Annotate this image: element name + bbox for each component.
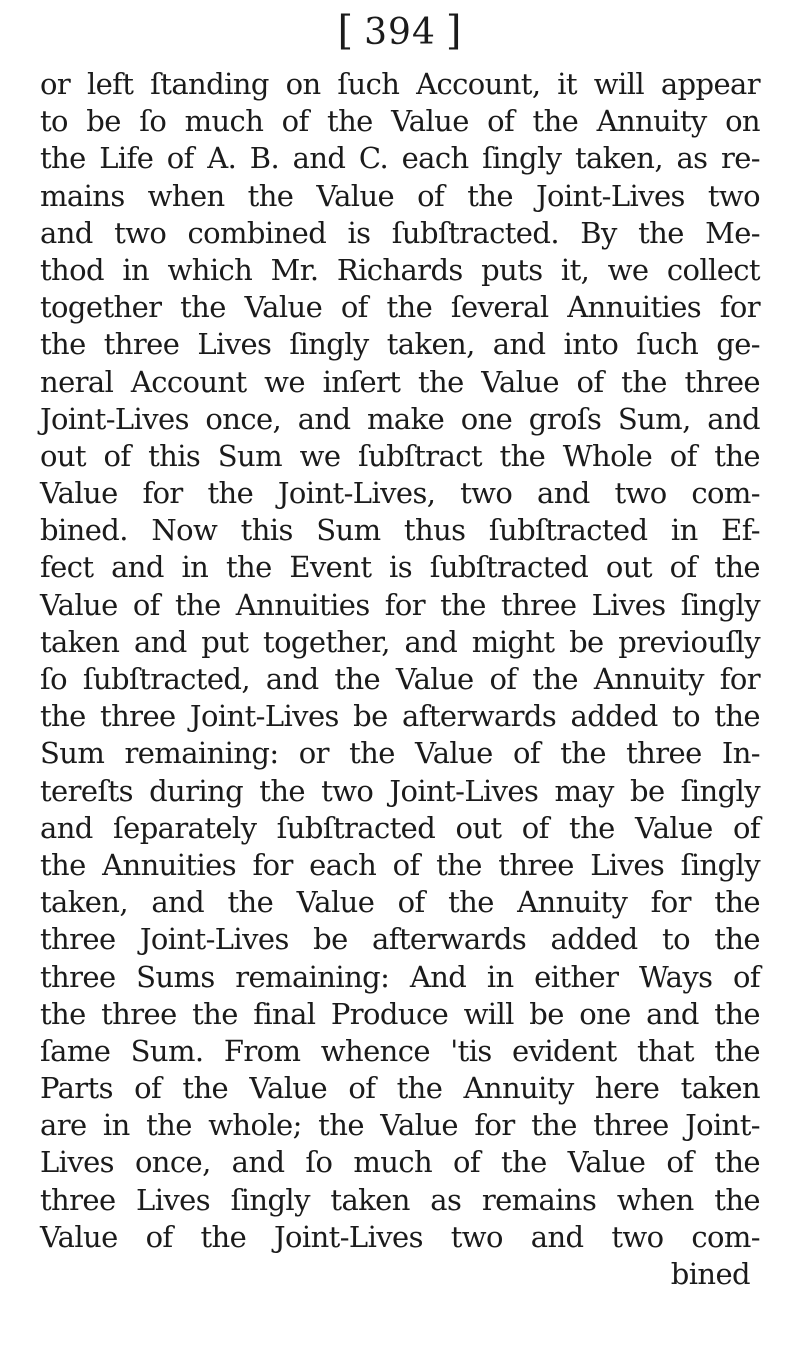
text-line: neral Account we inſert the Value of the three	[40, 364, 760, 399]
catchword: bined	[670, 1257, 750, 1291]
text-line: taken, and the Value of the Annuity for the	[40, 885, 760, 920]
text-line: and two combined is ſubſtracted. By the Me-	[40, 215, 760, 250]
text-line: the three Lives ſingly taken, and into ſuch ge-	[40, 327, 760, 362]
text-line: Value for the Joint-Lives, two and two com-	[40, 476, 760, 511]
text-line: tereſts during the two Joint-Lives may be ſingly	[40, 773, 760, 808]
text-line: the Life of A. B. and C. each ſingly taken, as re-	[40, 141, 760, 176]
text-line: the three the final Produce will be one and the	[40, 996, 760, 1031]
text-line: Value of the Annuities for the three Lives ſingly	[40, 587, 760, 622]
text-line: the Annuities for each of the three Lives ſingly	[40, 847, 760, 882]
text-line: or left ſtanding on ſuch Account, it will appear	[40, 67, 760, 101]
text-line: to be ſo much of the Value of the Annuity on	[40, 104, 760, 139]
text-line: three Joint-Lives be afterwards added to the	[40, 922, 760, 957]
text-line: three Lives ſingly taken as remains when the	[40, 1182, 760, 1217]
header-close-bracket: ]	[445, 8, 463, 54]
text-line: Joint-Lives once, and make one groſs Sum, and	[40, 401, 760, 436]
text-line: bined. Now this Sum thus ſubſtracted in Ef-	[40, 513, 760, 548]
text-line: ſo ſubſtracted, and the Value of the Annuity for	[40, 662, 760, 696]
text-line: taken and put together, and might be previouſly	[40, 624, 760, 659]
text-line: the three Joint-Lives be afterwards added to the	[40, 699, 760, 734]
text-line: thod in which Mr. Richards puts it, we collect	[40, 252, 760, 287]
text-line: Parts of the Value of the Annuity here taken	[40, 1071, 760, 1106]
text-line: ſame Sum. From whence 'tis evident that the	[40, 1033, 760, 1068]
text-line: Lives once, and ſo much of the Value of the	[40, 1145, 760, 1180]
text-line: Value of the Joint-Lives two and two com-	[40, 1219, 760, 1254]
text-line: together the Value of the ſeveral Annuities for	[40, 290, 760, 325]
page-number: 394	[364, 12, 436, 53]
text-line: out of this Sum we ſubſtract the Whole of the	[40, 438, 760, 473]
text-line: fect and in the Event is ſubſtracted out of the	[40, 550, 760, 585]
text-line: and ſeparately ſubſtracted out of the Value of	[40, 810, 760, 845]
text-line: are in the whole; the Value for the three Joint-	[40, 1108, 760, 1143]
text-line: mains when the Value of the Joint-Lives two	[40, 178, 760, 213]
text-line: Sum remaining: or the Value of the three In-	[40, 736, 760, 771]
page-number-header	[0, 8, 800, 54]
header-open-bracket: [	[337, 8, 355, 54]
text-line: three Sums remaining: And in either Ways of	[40, 959, 760, 994]
body-text	[40, 66, 760, 1293]
